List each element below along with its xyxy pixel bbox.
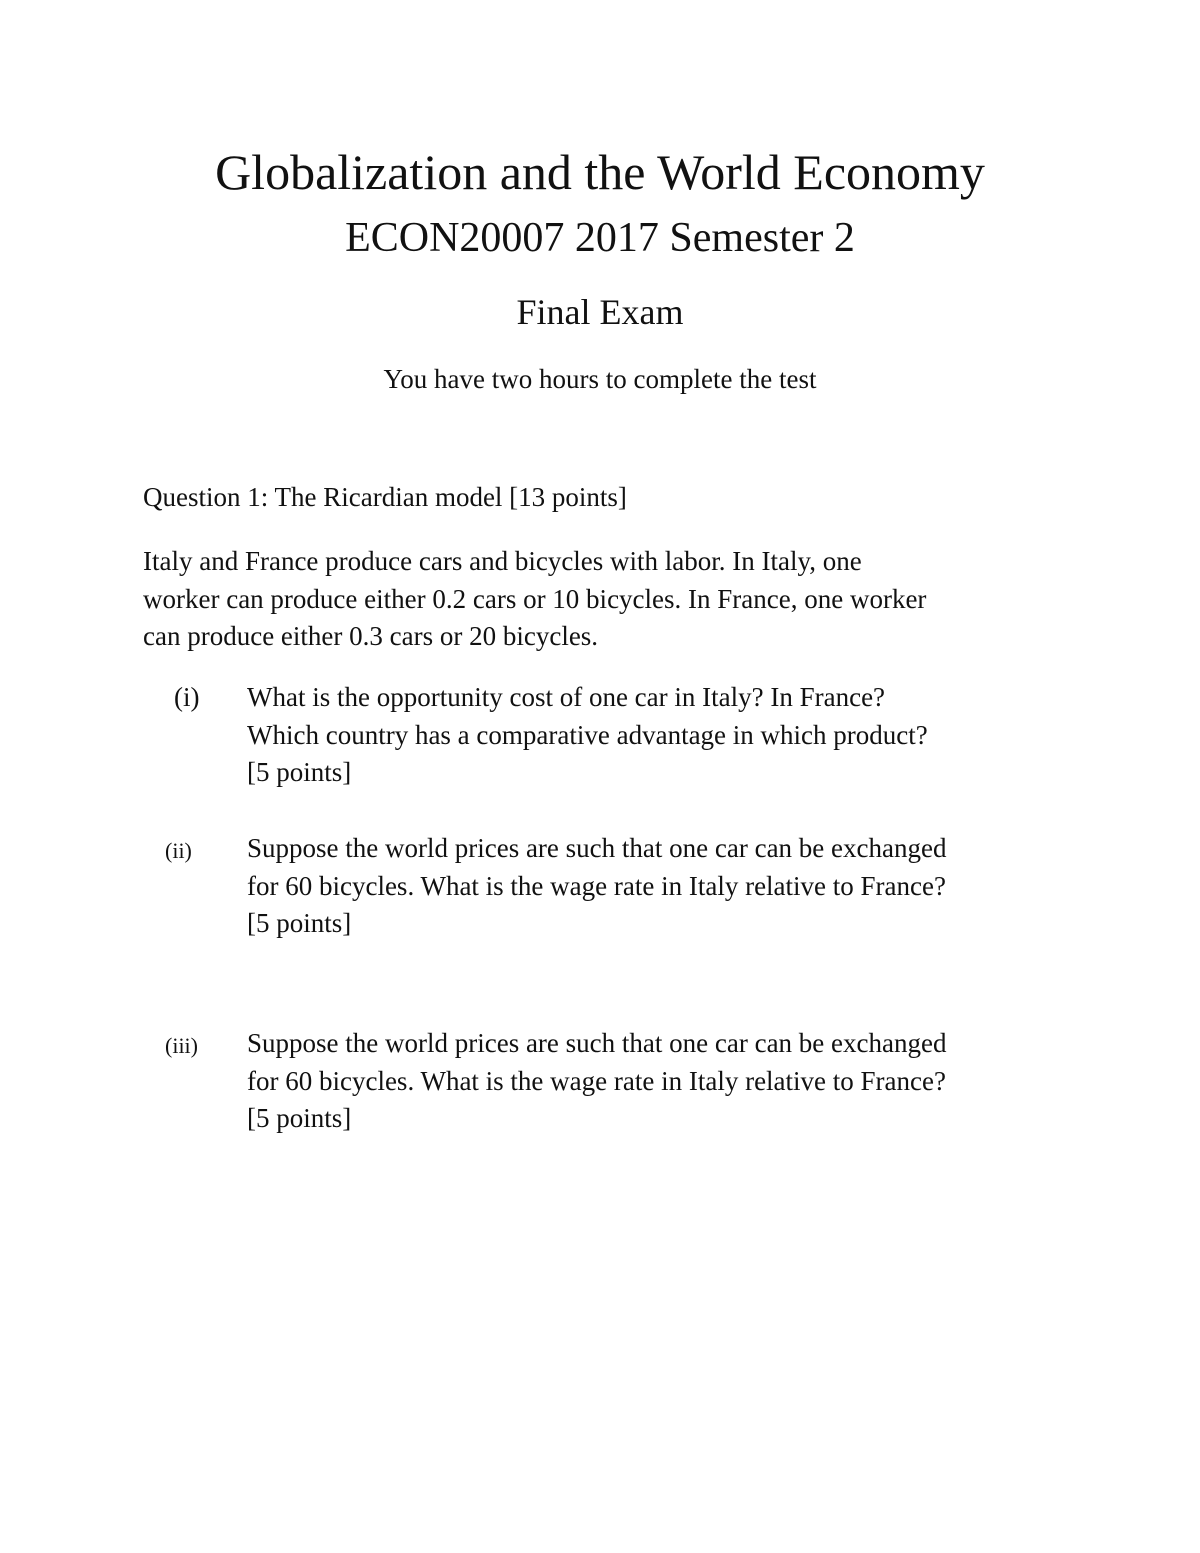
intro-line: can produce either 0.3 cars or 20 bicycles. (143, 621, 599, 651)
part-marker: (iii) (165, 1033, 198, 1058)
part-line: [5 points] (247, 757, 352, 787)
part-line: Suppose the world prices are such that one car can be exchanged (247, 833, 947, 863)
part-text (247, 679, 1107, 792)
part-line: Which country has a comparative advantage in which product? (247, 719, 928, 750)
part-marker: (ii) (165, 838, 192, 863)
course-subtitle: ECON20007 2017 Semester 2 (345, 215, 855, 261)
time-note: You have two hours to complete the test (383, 364, 817, 394)
part-line: What is the opportunity cost of one car in Italy? In France? (247, 682, 886, 712)
question-heading: Question 1: The Ricardian model [13 points] (143, 482, 627, 512)
part-line: [5 points] (247, 908, 352, 938)
part-text (247, 1025, 1107, 1138)
question-intro (143, 543, 1083, 656)
intro-line: Italy and France produce cars and bicycles with labor. In Italy, one (143, 546, 862, 576)
part-marker: (i) (174, 682, 200, 712)
part-line: Suppose the world prices are such that one car can be exchanged (247, 1028, 947, 1058)
intro-line: worker can produce either 0.2 cars or 10 bicycles. In France, one worker (143, 583, 927, 614)
part-text (247, 830, 1107, 943)
part-line: for 60 bicycles. What is the wage rate in Italy relative to France? (247, 1065, 946, 1096)
document-title: Globalization and the World Economy (215, 144, 985, 200)
part-line: for 60 bicycles. What is the wage rate in Italy relative to France? (247, 870, 946, 901)
exam-label: Final Exam (516, 292, 684, 332)
part-line: [5 points] (247, 1103, 352, 1133)
